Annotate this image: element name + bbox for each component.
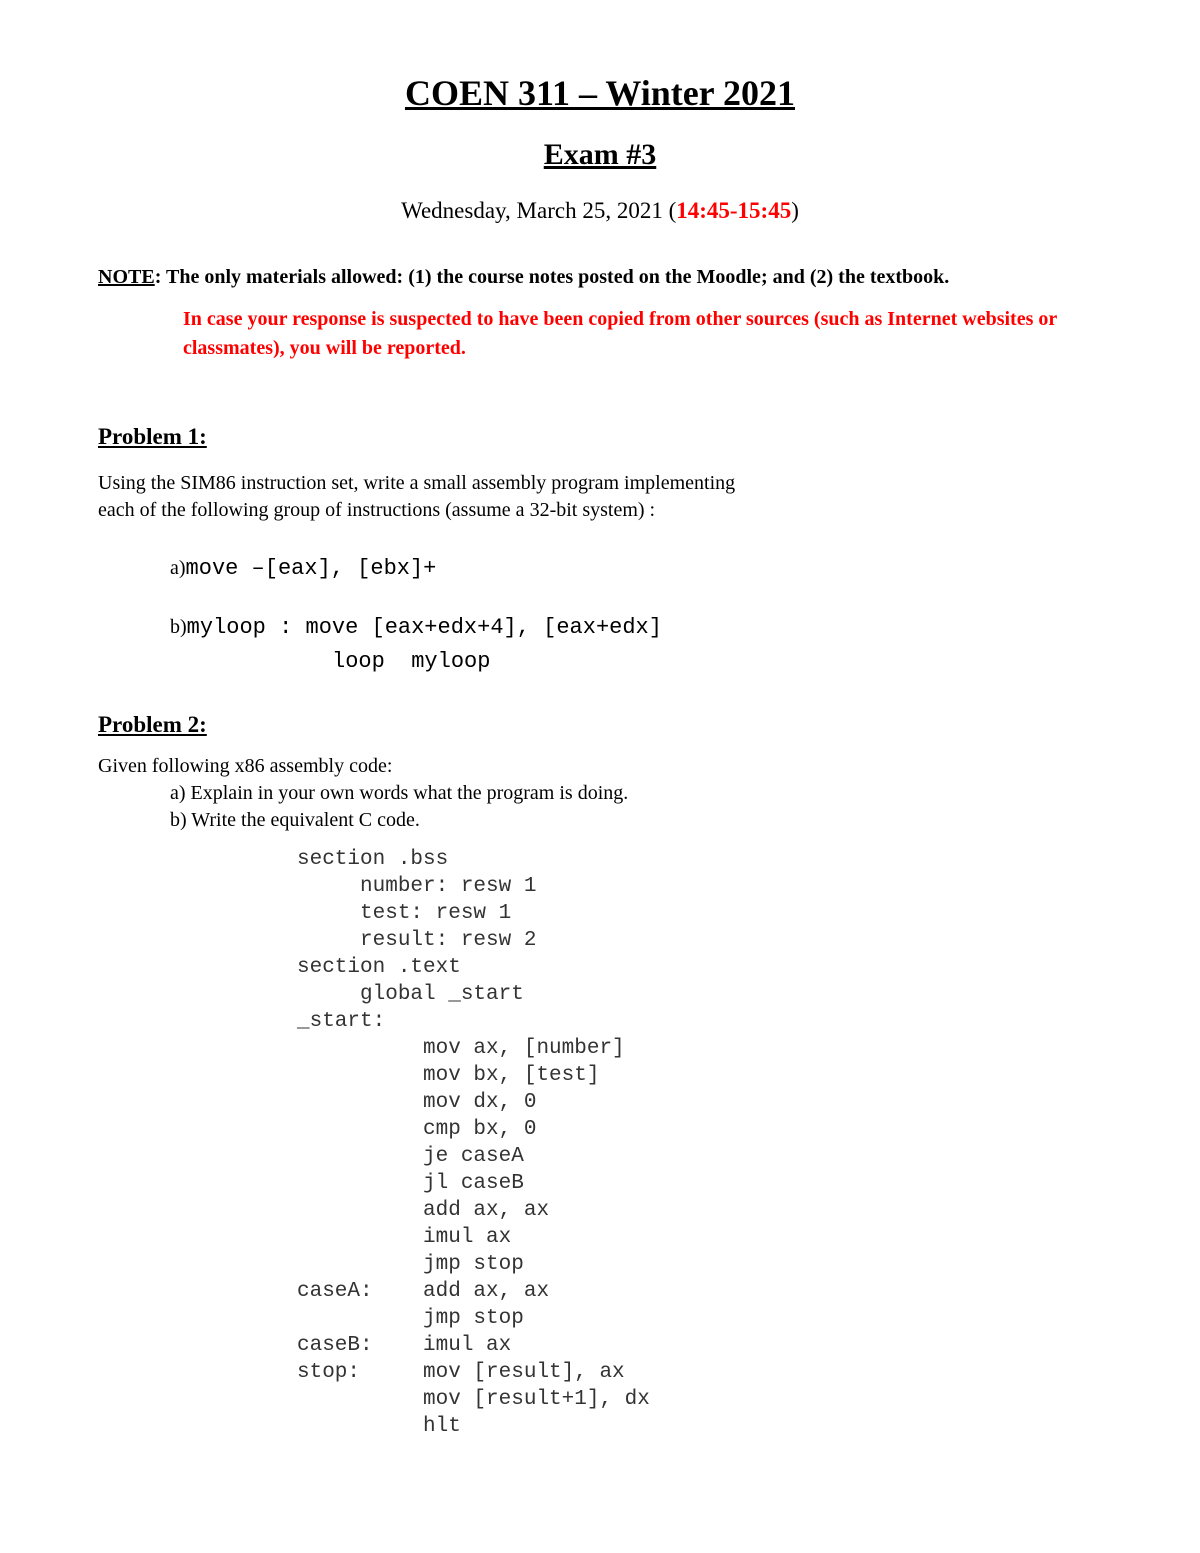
plagiarism-warning: In case your response is suspected to have been copied from other sources (such as Internet websites or classmates), you will be reported.	[183, 308, 1057, 359]
note-text: : The only materials allowed: (1) the course notes posted on the Moodle; and (2) the textbook.	[154, 266, 950, 288]
code-line: section .text	[297, 956, 461, 979]
problem-1-line-1: Using the SIM86 instruction set, write a small assembly program implementing	[98, 472, 736, 494]
code-line: mov [result+1], dx	[297, 1388, 650, 1411]
date-text: Wednesday, March 25, 2021 (	[401, 198, 677, 223]
code-line: caseA: add ax, ax	[297, 1280, 550, 1303]
code-line: jmp stop	[297, 1307, 524, 1330]
date-close: )	[791, 198, 799, 223]
exam-title: COEN 311 – Winter 2021	[404, 73, 796, 113]
code-line: result: resw 2	[297, 929, 537, 952]
code-line: number: resw 1	[297, 875, 537, 898]
note-label: NOTE	[98, 266, 155, 288]
code-line: _start:	[297, 1010, 386, 1033]
code-line: jl caseB	[297, 1172, 524, 1195]
code-block	[297, 846, 650, 1440]
part-a-label: a)	[170, 557, 186, 579]
code-line: je caseA	[297, 1145, 524, 1168]
exam-date	[0, 198, 1200, 224]
problem-2-part-b: b) Write the equivalent C code.	[170, 809, 420, 831]
code-line: stop: mov [result], ax	[297, 1361, 625, 1384]
code-line: add ax, ax	[297, 1199, 550, 1222]
code-line: caseB: imul ax	[297, 1334, 512, 1357]
code-line: imul ax	[297, 1226, 512, 1249]
code-line: mov ax, [number]	[297, 1037, 625, 1060]
code-line: mov bx, [test]	[297, 1064, 600, 1087]
part-b-code-2: loop myloop	[332, 649, 491, 674]
problem-2-part-a: a) Explain in your own words what the program is doing.	[170, 782, 629, 804]
code-line: cmp bx, 0	[297, 1118, 537, 1141]
part-a-code: move –[eax], [ebx]+	[185, 556, 437, 581]
problem-2-heading: Problem 2:	[98, 712, 207, 737]
code-line: hlt	[297, 1415, 461, 1438]
problem-2-intro: Given following x86 assembly code:	[98, 755, 393, 777]
part-b-code-1: myloop : move [eax+edx+4], [eax+edx]	[186, 615, 662, 640]
code-line: test: resw 1	[297, 902, 512, 925]
problem-1-line-2: each of the following group of instructions (assume a 32-bit system) :	[98, 499, 656, 521]
code-line: mov dx, 0	[297, 1091, 537, 1114]
problem-1-heading: Problem 1:	[98, 424, 207, 449]
exam-time: 14:45-15:45	[676, 198, 792, 223]
code-line: jmp stop	[297, 1253, 524, 1276]
note	[98, 266, 949, 289]
code-line: global _start	[297, 983, 524, 1006]
part-b-label: b)	[170, 616, 187, 638]
problem-1-part-a	[170, 556, 436, 581]
code-line: section .bss	[297, 848, 449, 871]
problem-1-part-b	[170, 615, 662, 640]
exam-number: Exam #3	[543, 138, 657, 171]
